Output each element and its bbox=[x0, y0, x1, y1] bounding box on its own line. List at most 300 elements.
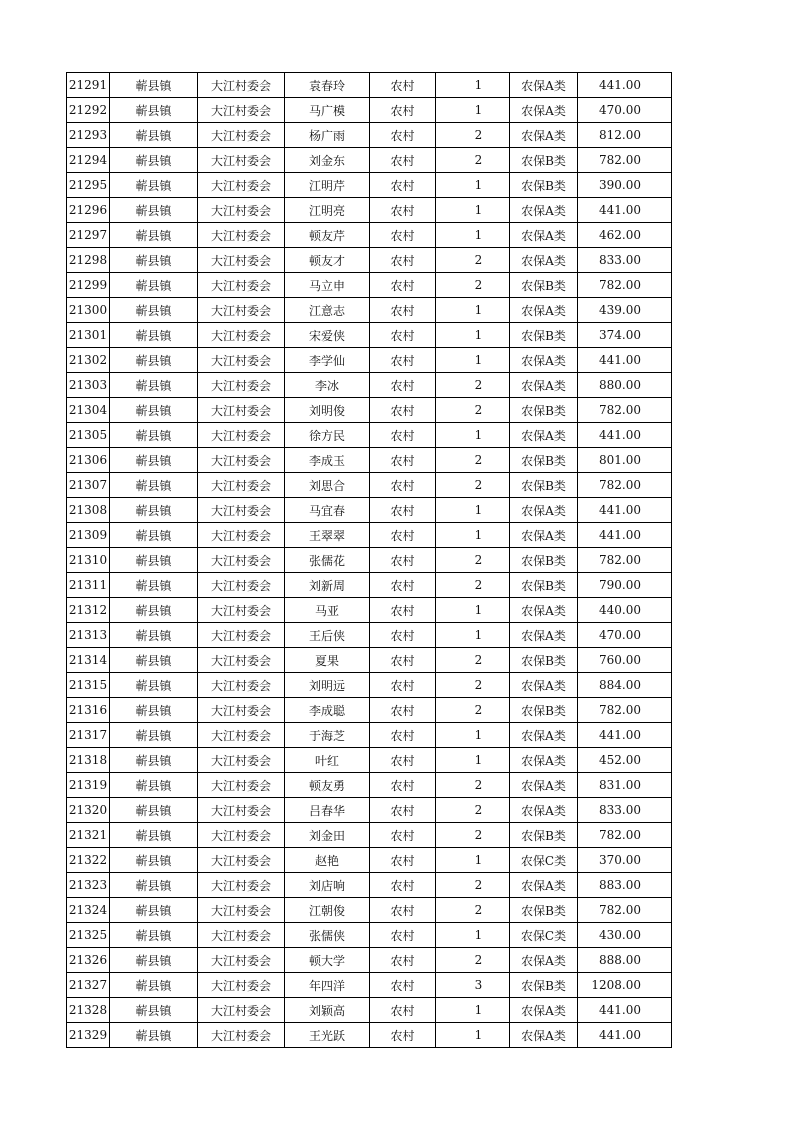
cell-area-type: 农村 bbox=[370, 698, 436, 723]
cell-serial-number: 21323 bbox=[67, 873, 110, 898]
cell-household-size: 2 bbox=[436, 398, 510, 423]
table-row bbox=[67, 548, 672, 573]
cell-village-committee: 大江村委会 bbox=[198, 798, 285, 823]
table-row bbox=[67, 498, 672, 523]
table-row bbox=[67, 248, 672, 273]
cell-village-committee: 大江村委会 bbox=[198, 198, 285, 223]
cell-serial-number: 21300 bbox=[67, 298, 110, 323]
cell-household-size: 2 bbox=[436, 898, 510, 923]
cell-serial-number: 21314 bbox=[67, 648, 110, 673]
table-row bbox=[67, 823, 672, 848]
cell-village-committee: 大江村委会 bbox=[198, 698, 285, 723]
cell-area-type: 农村 bbox=[370, 998, 436, 1023]
cell-serial-number: 21318 bbox=[67, 748, 110, 773]
cell-insurance-category: 农保A类 bbox=[510, 123, 578, 148]
cell-amount: 782.00 bbox=[578, 398, 672, 423]
cell-amount: 884.00 bbox=[578, 673, 672, 698]
cell-serial-number: 21297 bbox=[67, 223, 110, 248]
cell-village-committee: 大江村委会 bbox=[198, 398, 285, 423]
cell-person-name: 杨广雨 bbox=[285, 123, 370, 148]
cell-household-size: 1 bbox=[436, 498, 510, 523]
table-row bbox=[67, 723, 672, 748]
cell-area-type: 农村 bbox=[370, 573, 436, 598]
table-row bbox=[67, 523, 672, 548]
cell-insurance-category: 农保B类 bbox=[510, 273, 578, 298]
cell-village-committee: 大江村委会 bbox=[198, 223, 285, 248]
cell-person-name: 顿友才 bbox=[285, 248, 370, 273]
cell-insurance-category: 农保B类 bbox=[510, 323, 578, 348]
cell-town: 蕲县镇 bbox=[110, 898, 198, 923]
table-row bbox=[67, 998, 672, 1023]
cell-area-type: 农村 bbox=[370, 598, 436, 623]
cell-person-name: 李成聪 bbox=[285, 698, 370, 723]
cell-amount: 888.00 bbox=[578, 948, 672, 973]
cell-person-name: 江明亮 bbox=[285, 198, 370, 223]
cell-amount: 430.00 bbox=[578, 923, 672, 948]
table-row bbox=[67, 348, 672, 373]
cell-area-type: 农村 bbox=[370, 873, 436, 898]
cell-person-name: 马宜春 bbox=[285, 498, 370, 523]
records-table bbox=[66, 72, 672, 1048]
cell-person-name: 李成玉 bbox=[285, 448, 370, 473]
cell-area-type: 农村 bbox=[370, 323, 436, 348]
cell-serial-number: 21292 bbox=[67, 98, 110, 123]
cell-insurance-category: 农保B类 bbox=[510, 973, 578, 998]
table-row bbox=[67, 848, 672, 873]
cell-serial-number: 21307 bbox=[67, 473, 110, 498]
cell-serial-number: 21295 bbox=[67, 173, 110, 198]
cell-amount: 782.00 bbox=[578, 548, 672, 573]
cell-village-committee: 大江村委会 bbox=[198, 1023, 285, 1048]
cell-serial-number: 21321 bbox=[67, 823, 110, 848]
cell-amount: 790.00 bbox=[578, 573, 672, 598]
cell-person-name: 王翠翠 bbox=[285, 523, 370, 548]
cell-area-type: 农村 bbox=[370, 373, 436, 398]
table-row bbox=[67, 273, 672, 298]
cell-serial-number: 21329 bbox=[67, 1023, 110, 1048]
cell-town: 蕲县镇 bbox=[110, 448, 198, 473]
cell-amount: 833.00 bbox=[578, 798, 672, 823]
cell-amount: 441.00 bbox=[578, 523, 672, 548]
cell-household-size: 1 bbox=[436, 623, 510, 648]
cell-person-name: 马立申 bbox=[285, 273, 370, 298]
table-row bbox=[67, 448, 672, 473]
cell-household-size: 1 bbox=[436, 198, 510, 223]
cell-town: 蕲县镇 bbox=[110, 323, 198, 348]
cell-town: 蕲县镇 bbox=[110, 223, 198, 248]
cell-serial-number: 21296 bbox=[67, 198, 110, 223]
cell-person-name: 刘思合 bbox=[285, 473, 370, 498]
cell-serial-number: 21328 bbox=[67, 998, 110, 1023]
cell-household-size: 2 bbox=[436, 648, 510, 673]
cell-household-size: 2 bbox=[436, 948, 510, 973]
cell-town: 蕲县镇 bbox=[110, 173, 198, 198]
cell-person-name: 刘明俊 bbox=[285, 398, 370, 423]
cell-town: 蕲县镇 bbox=[110, 823, 198, 848]
cell-insurance-category: 农保A类 bbox=[510, 948, 578, 973]
cell-amount: 390.00 bbox=[578, 173, 672, 198]
cell-person-name: 顿大学 bbox=[285, 948, 370, 973]
cell-area-type: 农村 bbox=[370, 123, 436, 148]
cell-insurance-category: 农保C类 bbox=[510, 848, 578, 873]
cell-town: 蕲县镇 bbox=[110, 123, 198, 148]
cell-insurance-category: 农保B类 bbox=[510, 648, 578, 673]
cell-town: 蕲县镇 bbox=[110, 198, 198, 223]
cell-insurance-category: 农保A类 bbox=[510, 248, 578, 273]
cell-household-size: 1 bbox=[436, 98, 510, 123]
cell-insurance-category: 农保C类 bbox=[510, 923, 578, 948]
cell-town: 蕲县镇 bbox=[110, 723, 198, 748]
cell-town: 蕲县镇 bbox=[110, 273, 198, 298]
table-row bbox=[67, 473, 672, 498]
cell-serial-number: 21293 bbox=[67, 123, 110, 148]
cell-amount: 462.00 bbox=[578, 223, 672, 248]
cell-household-size: 1 bbox=[436, 423, 510, 448]
table-row bbox=[67, 98, 672, 123]
table-row bbox=[67, 673, 672, 698]
cell-household-size: 3 bbox=[436, 973, 510, 998]
cell-village-committee: 大江村委会 bbox=[198, 898, 285, 923]
cell-person-name: 江明芹 bbox=[285, 173, 370, 198]
cell-area-type: 农村 bbox=[370, 973, 436, 998]
cell-amount: 782.00 bbox=[578, 273, 672, 298]
cell-serial-number: 21302 bbox=[67, 348, 110, 373]
cell-amount: 831.00 bbox=[578, 773, 672, 798]
cell-area-type: 农村 bbox=[370, 298, 436, 323]
cell-household-size: 1 bbox=[436, 848, 510, 873]
cell-town: 蕲县镇 bbox=[110, 998, 198, 1023]
cell-person-name: 马广模 bbox=[285, 98, 370, 123]
cell-village-committee: 大江村委会 bbox=[198, 123, 285, 148]
cell-amount: 441.00 bbox=[578, 1023, 672, 1048]
cell-person-name: 马亚 bbox=[285, 598, 370, 623]
cell-village-committee: 大江村委会 bbox=[198, 148, 285, 173]
cell-area-type: 农村 bbox=[370, 448, 436, 473]
cell-town: 蕲县镇 bbox=[110, 373, 198, 398]
cell-insurance-category: 农保A类 bbox=[510, 348, 578, 373]
table-row bbox=[67, 923, 672, 948]
cell-area-type: 农村 bbox=[370, 798, 436, 823]
cell-village-committee: 大江村委会 bbox=[198, 523, 285, 548]
cell-household-size: 2 bbox=[436, 273, 510, 298]
cell-village-committee: 大江村委会 bbox=[198, 773, 285, 798]
table-row bbox=[67, 1023, 672, 1048]
cell-town: 蕲县镇 bbox=[110, 423, 198, 448]
cell-village-committee: 大江村委会 bbox=[198, 98, 285, 123]
cell-insurance-category: 农保A类 bbox=[510, 298, 578, 323]
cell-serial-number: 21294 bbox=[67, 148, 110, 173]
cell-area-type: 农村 bbox=[370, 473, 436, 498]
cell-area-type: 农村 bbox=[370, 948, 436, 973]
cell-insurance-category: 农保A类 bbox=[510, 223, 578, 248]
cell-person-name: 吕春华 bbox=[285, 798, 370, 823]
cell-amount: 883.00 bbox=[578, 873, 672, 898]
cell-area-type: 农村 bbox=[370, 223, 436, 248]
cell-household-size: 1 bbox=[436, 598, 510, 623]
cell-village-committee: 大江村委会 bbox=[198, 948, 285, 973]
cell-serial-number: 21324 bbox=[67, 898, 110, 923]
cell-area-type: 农村 bbox=[370, 173, 436, 198]
cell-town: 蕲县镇 bbox=[110, 873, 198, 898]
cell-town: 蕲县镇 bbox=[110, 748, 198, 773]
table-row bbox=[67, 898, 672, 923]
cell-insurance-category: 农保B类 bbox=[510, 548, 578, 573]
cell-insurance-category: 农保A类 bbox=[510, 723, 578, 748]
cell-serial-number: 21305 bbox=[67, 423, 110, 448]
cell-village-committee: 大江村委会 bbox=[198, 373, 285, 398]
cell-insurance-category: 农保A类 bbox=[510, 598, 578, 623]
cell-town: 蕲县镇 bbox=[110, 623, 198, 648]
cell-person-name: 徐方民 bbox=[285, 423, 370, 448]
cell-insurance-category: 农保A类 bbox=[510, 873, 578, 898]
cell-village-committee: 大江村委会 bbox=[198, 923, 285, 948]
cell-village-committee: 大江村委会 bbox=[198, 448, 285, 473]
cell-area-type: 农村 bbox=[370, 498, 436, 523]
cell-insurance-category: 农保B类 bbox=[510, 448, 578, 473]
table-row bbox=[67, 298, 672, 323]
cell-village-committee: 大江村委会 bbox=[198, 873, 285, 898]
cell-town: 蕲县镇 bbox=[110, 948, 198, 973]
cell-person-name: 年四洋 bbox=[285, 973, 370, 998]
cell-insurance-category: 农保A类 bbox=[510, 1023, 578, 1048]
cell-amount: 812.00 bbox=[578, 123, 672, 148]
cell-household-size: 1 bbox=[436, 73, 510, 98]
cell-area-type: 农村 bbox=[370, 848, 436, 873]
cell-person-name: 张儒花 bbox=[285, 548, 370, 573]
cell-serial-number: 21310 bbox=[67, 548, 110, 573]
cell-amount: 441.00 bbox=[578, 198, 672, 223]
cell-serial-number: 21303 bbox=[67, 373, 110, 398]
cell-insurance-category: 农保A类 bbox=[510, 748, 578, 773]
cell-household-size: 1 bbox=[436, 523, 510, 548]
cell-serial-number: 21304 bbox=[67, 398, 110, 423]
cell-village-committee: 大江村委会 bbox=[198, 323, 285, 348]
cell-household-size: 2 bbox=[436, 873, 510, 898]
cell-insurance-category: 农保B类 bbox=[510, 573, 578, 598]
cell-person-name: 江意志 bbox=[285, 298, 370, 323]
cell-insurance-category: 农保B类 bbox=[510, 148, 578, 173]
cell-village-committee: 大江村委会 bbox=[198, 348, 285, 373]
cell-insurance-category: 农保B类 bbox=[510, 473, 578, 498]
cell-household-size: 2 bbox=[436, 698, 510, 723]
cell-area-type: 农村 bbox=[370, 248, 436, 273]
cell-town: 蕲县镇 bbox=[110, 573, 198, 598]
cell-serial-number: 21309 bbox=[67, 523, 110, 548]
cell-area-type: 农村 bbox=[370, 773, 436, 798]
table-row bbox=[67, 123, 672, 148]
cell-area-type: 农村 bbox=[370, 673, 436, 698]
cell-insurance-category: 农保A类 bbox=[510, 423, 578, 448]
cell-village-committee: 大江村委会 bbox=[198, 498, 285, 523]
cell-amount: 470.00 bbox=[578, 98, 672, 123]
cell-person-name: 王光跃 bbox=[285, 1023, 370, 1048]
cell-household-size: 1 bbox=[436, 1023, 510, 1048]
cell-amount: 760.00 bbox=[578, 648, 672, 673]
cell-area-type: 农村 bbox=[370, 548, 436, 573]
cell-person-name: 刘金东 bbox=[285, 148, 370, 173]
table-row bbox=[67, 698, 672, 723]
cell-household-size: 2 bbox=[436, 773, 510, 798]
cell-household-size: 2 bbox=[436, 823, 510, 848]
cell-serial-number: 21312 bbox=[67, 598, 110, 623]
cell-town: 蕲县镇 bbox=[110, 498, 198, 523]
table-row bbox=[67, 148, 672, 173]
cell-village-committee: 大江村委会 bbox=[198, 848, 285, 873]
cell-serial-number: 21298 bbox=[67, 248, 110, 273]
cell-area-type: 农村 bbox=[370, 648, 436, 673]
cell-person-name: 李学仙 bbox=[285, 348, 370, 373]
cell-amount: 441.00 bbox=[578, 998, 672, 1023]
cell-serial-number: 21301 bbox=[67, 323, 110, 348]
cell-area-type: 农村 bbox=[370, 723, 436, 748]
cell-serial-number: 21299 bbox=[67, 273, 110, 298]
table-row bbox=[67, 873, 672, 898]
cell-amount: 801.00 bbox=[578, 448, 672, 473]
cell-town: 蕲县镇 bbox=[110, 473, 198, 498]
cell-amount: 782.00 bbox=[578, 823, 672, 848]
cell-serial-number: 21322 bbox=[67, 848, 110, 873]
cell-village-committee: 大江村委会 bbox=[198, 248, 285, 273]
cell-village-committee: 大江村委会 bbox=[198, 998, 285, 1023]
cell-area-type: 农村 bbox=[370, 823, 436, 848]
cell-household-size: 2 bbox=[436, 548, 510, 573]
cell-town: 蕲县镇 bbox=[110, 773, 198, 798]
cell-amount: 441.00 bbox=[578, 423, 672, 448]
cell-person-name: 张儒侠 bbox=[285, 923, 370, 948]
cell-area-type: 农村 bbox=[370, 423, 436, 448]
cell-amount: 441.00 bbox=[578, 73, 672, 98]
cell-town: 蕲县镇 bbox=[110, 698, 198, 723]
cell-person-name: 王后侠 bbox=[285, 623, 370, 648]
cell-insurance-category: 农保A类 bbox=[510, 73, 578, 98]
cell-town: 蕲县镇 bbox=[110, 973, 198, 998]
cell-insurance-category: 农保B类 bbox=[510, 823, 578, 848]
cell-household-size: 2 bbox=[436, 373, 510, 398]
table-row bbox=[67, 173, 672, 198]
cell-household-size: 2 bbox=[436, 798, 510, 823]
cell-area-type: 农村 bbox=[370, 1023, 436, 1048]
table-row bbox=[67, 423, 672, 448]
cell-amount: 440.00 bbox=[578, 598, 672, 623]
cell-village-committee: 大江村委会 bbox=[198, 573, 285, 598]
cell-area-type: 农村 bbox=[370, 923, 436, 948]
cell-person-name: 袁春玲 bbox=[285, 73, 370, 98]
cell-area-type: 农村 bbox=[370, 623, 436, 648]
cell-serial-number: 21319 bbox=[67, 773, 110, 798]
cell-household-size: 2 bbox=[436, 248, 510, 273]
cell-amount: 1208.00 bbox=[578, 973, 672, 998]
cell-household-size: 2 bbox=[436, 148, 510, 173]
cell-household-size: 1 bbox=[436, 323, 510, 348]
cell-household-size: 1 bbox=[436, 923, 510, 948]
cell-town: 蕲县镇 bbox=[110, 523, 198, 548]
cell-serial-number: 21313 bbox=[67, 623, 110, 648]
cell-serial-number: 21327 bbox=[67, 973, 110, 998]
table-row bbox=[67, 648, 672, 673]
table-row bbox=[67, 748, 672, 773]
cell-village-committee: 大江村委会 bbox=[198, 748, 285, 773]
cell-area-type: 农村 bbox=[370, 73, 436, 98]
cell-area-type: 农村 bbox=[370, 98, 436, 123]
cell-serial-number: 21325 bbox=[67, 923, 110, 948]
cell-village-committee: 大江村委会 bbox=[198, 648, 285, 673]
cell-insurance-category: 农保A类 bbox=[510, 998, 578, 1023]
cell-person-name: 刘颖高 bbox=[285, 998, 370, 1023]
table-row bbox=[67, 948, 672, 973]
cell-insurance-category: 农保A类 bbox=[510, 373, 578, 398]
cell-town: 蕲县镇 bbox=[110, 848, 198, 873]
table-row bbox=[67, 573, 672, 598]
cell-amount: 782.00 bbox=[578, 148, 672, 173]
cell-area-type: 农村 bbox=[370, 198, 436, 223]
table-row bbox=[67, 373, 672, 398]
records-table-body bbox=[67, 73, 672, 1048]
cell-village-committee: 大江村委会 bbox=[198, 173, 285, 198]
table-row bbox=[67, 198, 672, 223]
cell-amount: 370.00 bbox=[578, 848, 672, 873]
cell-town: 蕲县镇 bbox=[110, 148, 198, 173]
cell-village-committee: 大江村委会 bbox=[198, 723, 285, 748]
cell-village-committee: 大江村委会 bbox=[198, 598, 285, 623]
cell-amount: 782.00 bbox=[578, 473, 672, 498]
cell-household-size: 1 bbox=[436, 748, 510, 773]
cell-serial-number: 21320 bbox=[67, 798, 110, 823]
cell-serial-number: 21326 bbox=[67, 948, 110, 973]
cell-insurance-category: 农保B类 bbox=[510, 173, 578, 198]
cell-serial-number: 21317 bbox=[67, 723, 110, 748]
cell-village-committee: 大江村委会 bbox=[198, 273, 285, 298]
cell-household-size: 1 bbox=[436, 723, 510, 748]
cell-person-name: 宋爱侠 bbox=[285, 323, 370, 348]
cell-household-size: 1 bbox=[436, 298, 510, 323]
cell-village-committee: 大江村委会 bbox=[198, 473, 285, 498]
cell-serial-number: 21311 bbox=[67, 573, 110, 598]
table-row bbox=[67, 623, 672, 648]
cell-area-type: 农村 bbox=[370, 523, 436, 548]
cell-person-name: 顿友勇 bbox=[285, 773, 370, 798]
table-row bbox=[67, 798, 672, 823]
cell-village-committee: 大江村委会 bbox=[198, 973, 285, 998]
cell-serial-number: 21315 bbox=[67, 673, 110, 698]
cell-village-committee: 大江村委会 bbox=[198, 673, 285, 698]
cell-town: 蕲县镇 bbox=[110, 598, 198, 623]
cell-insurance-category: 农保B类 bbox=[510, 398, 578, 423]
cell-person-name: 刘金田 bbox=[285, 823, 370, 848]
cell-household-size: 2 bbox=[436, 473, 510, 498]
cell-town: 蕲县镇 bbox=[110, 548, 198, 573]
cell-town: 蕲县镇 bbox=[110, 1023, 198, 1048]
cell-village-committee: 大江村委会 bbox=[198, 823, 285, 848]
table-row bbox=[67, 773, 672, 798]
cell-town: 蕲县镇 bbox=[110, 98, 198, 123]
cell-person-name: 于海芝 bbox=[285, 723, 370, 748]
cell-area-type: 农村 bbox=[370, 148, 436, 173]
cell-person-name: 江朝俊 bbox=[285, 898, 370, 923]
cell-village-committee: 大江村委会 bbox=[198, 423, 285, 448]
cell-household-size: 2 bbox=[436, 573, 510, 598]
cell-household-size: 1 bbox=[436, 998, 510, 1023]
cell-amount: 441.00 bbox=[578, 723, 672, 748]
cell-insurance-category: 农保B类 bbox=[510, 698, 578, 723]
cell-town: 蕲县镇 bbox=[110, 73, 198, 98]
cell-insurance-category: 农保A类 bbox=[510, 523, 578, 548]
cell-household-size: 1 bbox=[436, 173, 510, 198]
cell-person-name: 刘店响 bbox=[285, 873, 370, 898]
cell-person-name: 顿友芹 bbox=[285, 223, 370, 248]
cell-insurance-category: 农保A类 bbox=[510, 773, 578, 798]
cell-amount: 470.00 bbox=[578, 623, 672, 648]
cell-amount: 833.00 bbox=[578, 248, 672, 273]
